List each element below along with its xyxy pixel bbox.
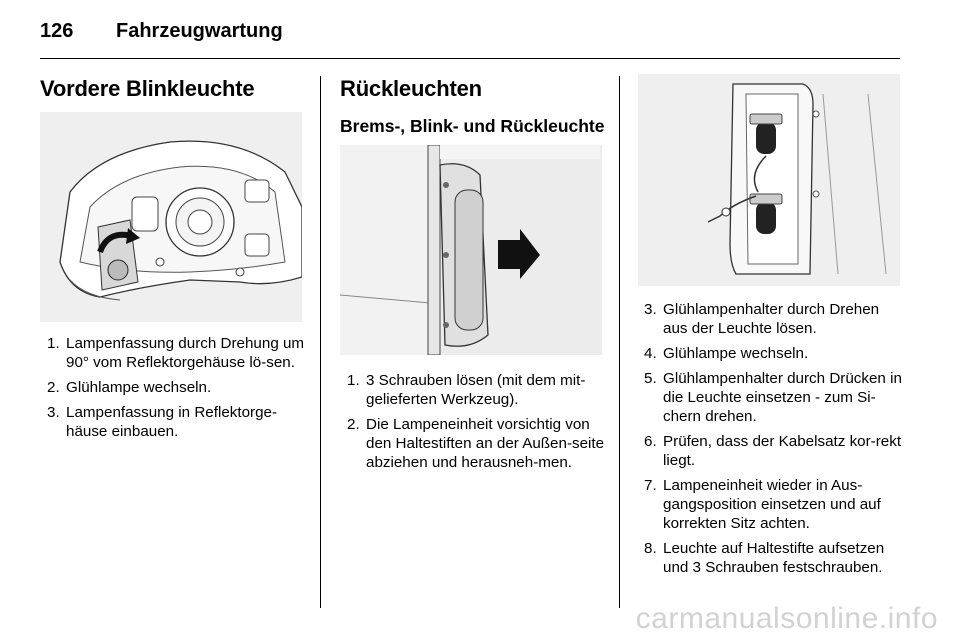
figure-headlamp-rear xyxy=(40,112,302,322)
list-item: 7. Lampeneinheit wieder in Aus-gangsposition einsetzen und auf korrekten Sitz achten. xyxy=(644,477,881,532)
watermark: carmanualsonline.info xyxy=(635,602,938,635)
bulb-holder-illustration xyxy=(638,74,900,286)
list-item: 8. Leuchte auf Haltestifte aufsetzen und 3 Schrauben festschrauben. xyxy=(644,540,885,576)
heading-rear-lights: Rückleuchten xyxy=(340,76,482,101)
list-item: 5. Glühlampenhalter durch Drücken in die Leuchte einsetzen - zum Si-chern drehen. xyxy=(644,370,902,425)
steps-front-indicator xyxy=(44,334,306,447)
page-header xyxy=(40,20,283,46)
list-item: 2. Die Lampeneinheit vorsichtig von den Haltestiften an der Außen-seite abziehen und herausneh-men. xyxy=(347,416,605,471)
list-item: 2. Glühlampe wechseln. xyxy=(47,379,212,396)
column-rear-lights xyxy=(340,70,605,137)
headlamp-illustration xyxy=(40,112,302,322)
header-divider xyxy=(40,58,900,59)
list-item: 6. Prüfen, dass der Kabelsatz kor-rekt liegt. xyxy=(644,433,902,469)
rear-light-illustration xyxy=(340,145,602,355)
heading-front-indicator: Vordere Blinkleuchte xyxy=(40,76,255,101)
section-title: Fahrzeugwartung xyxy=(116,20,283,42)
list-item: 3. Lampenfassung in Reflektorge-häuse einbauen. xyxy=(47,404,278,440)
steps-rear-lights-part2 xyxy=(641,300,903,583)
list-item: 4. Glühlampe wechseln. xyxy=(644,345,809,362)
steps-rear-lights-part1 xyxy=(344,371,606,478)
column-divider xyxy=(320,76,321,608)
column-divider xyxy=(619,76,620,608)
figure-bulb-holders xyxy=(638,74,900,286)
column-front-indicator xyxy=(40,70,305,102)
figure-rear-light-removal xyxy=(340,145,602,355)
list-item: 1. Lampenfassung durch Drehung um 90° vom Reflektorgehäuse lö-sen. xyxy=(47,335,305,371)
list-item: 1. 3 Schrauben lösen (mit dem mit-gelieferten Werkzeug). xyxy=(347,372,586,408)
subheading-brake-indicator-tail: Brems-, Blink- und Rückleuchte xyxy=(340,116,605,136)
page-number: 126 xyxy=(40,20,74,42)
list-item: 3. Glühlampenhalter durch Drehen aus der Leuchte lösen. xyxy=(644,301,880,337)
